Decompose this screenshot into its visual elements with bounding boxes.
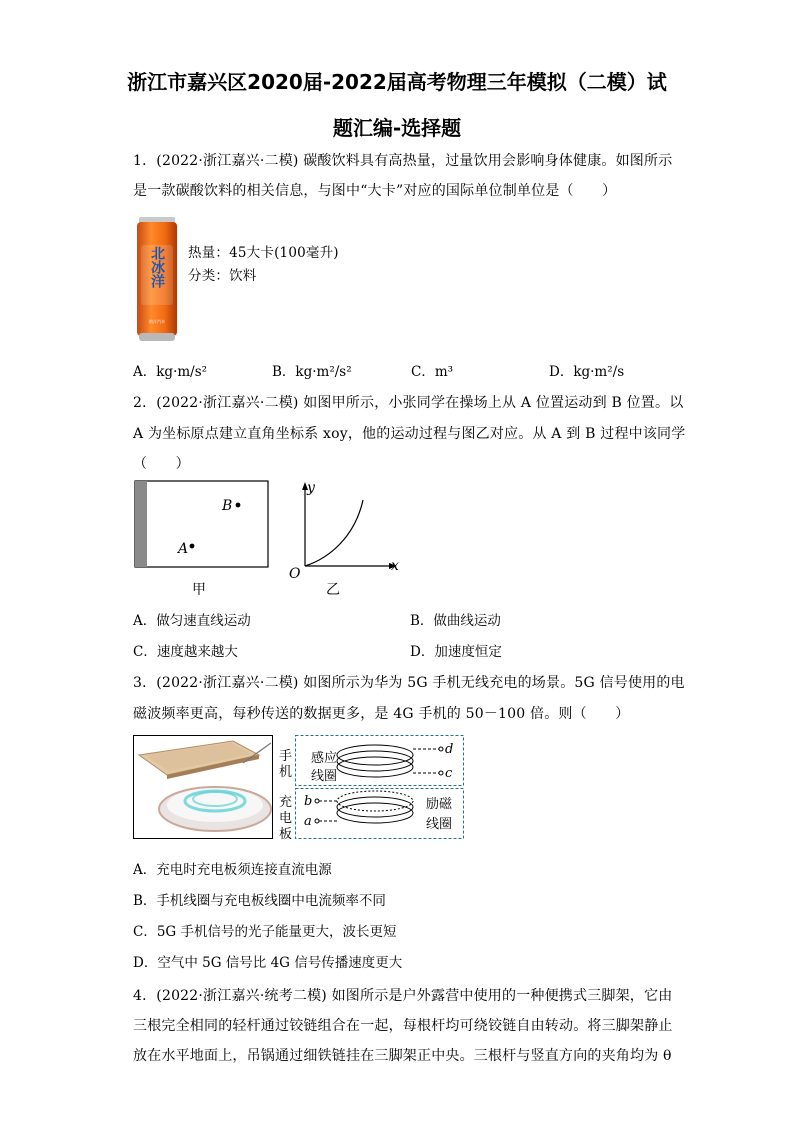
figure-jia-caption: 甲 (192, 582, 206, 598)
q3-option-c[interactable]: C．5G 手机信号的光子能量更大，波长更短 (133, 924, 397, 940)
q4-stem-line-3: 放在水平地面上，吊锅通过细铁链挂在三脚架正中央。三根杆与竖直方向的夹角均为 θ (133, 1048, 672, 1064)
q3-option-b[interactable]: B．手机线圈与充电板线圈中电流频率不同 (133, 893, 386, 909)
q2-stem-line-2: A 为坐标原点建立直角坐标系 xoy，他的运动过程与图乙对应。从 A 到 B 过程中该同学 (133, 426, 686, 442)
phone-label-2: 机 (279, 765, 293, 780)
q2-stem-line-1: 2．(2022·浙江嘉兴·二模) 如图甲所示，小张同学在操场上从 A 位置运动到 B 位置。以 (133, 395, 684, 411)
q3-stem-line-1: 3．(2022·浙江嘉兴·二模) 如图所示为华为 5G 手机无线充电的场景。5G 信号使用的电 (133, 675, 685, 691)
phone-label-1: 手 (279, 749, 293, 764)
coil-diagram (277, 735, 464, 842)
q3-option-d[interactable]: D．空气中 5G 信号比 4G 信号传播速度更大 (133, 955, 403, 971)
q2-option-c[interactable]: C．速度越来越大 (133, 644, 238, 660)
can-brand-text: 北冰洋 (149, 246, 165, 288)
terminal-b: b (304, 794, 313, 809)
excitation-coil-label-2: 线圈 (426, 817, 453, 832)
terminal-a: a (304, 814, 312, 829)
point-b (236, 503, 241, 508)
can-sub-text: 桔汁汽水 (149, 319, 165, 324)
board-label-1: 充 (279, 795, 293, 810)
q4-stem-line-1: 4．(2022·浙江嘉兴·统考二模) 如图所示是户外露营中使用的一种便携式三脚架，它由 (133, 988, 673, 1004)
induction-coil-label-2: 线圈 (311, 769, 338, 784)
q1-option-a[interactable]: A．kg·m/s² (133, 364, 208, 380)
q1-option-d[interactable]: D．kg·m²/s (549, 364, 625, 380)
figure-jia-playground (134, 480, 270, 568)
q4-stem-line-2: 三根完全相同的轻杆通过铰链组合在一起，每根杆均可绕铰链自由转动。将三脚架静止 (133, 1018, 673, 1034)
label-a: A (178, 541, 189, 557)
terminal-c: c (445, 766, 453, 781)
trajectory-curve (305, 500, 363, 566)
figure-yi-graph (285, 476, 405, 580)
origin-label: O (289, 566, 301, 580)
q2-stem-line-3: （ ） (133, 456, 190, 472)
point-a (190, 544, 195, 549)
q3-option-a[interactable]: A．充电时充电板须连接直流电源 (133, 862, 332, 878)
axis-x-label: x (391, 558, 399, 574)
q1-stem-line-2: 是一款碳酸饮料的相关信息，与图中“大卡”对应的国际单位制单位是（ ） (133, 183, 617, 199)
q2-option-a[interactable]: A．做匀速直线运动 (133, 613, 251, 629)
induction-coil-label-1: 感应 (311, 751, 338, 766)
terminal-d: d (445, 742, 454, 757)
q3-stem-line-2: 磁波频率更高，每秒传送的数据更多，是 4G 手机的 50－100 倍。则（ ） (133, 706, 630, 722)
board-label-2: 电 (279, 811, 293, 826)
document-title-line-1: 浙江市嘉兴区2020届-2022届高考物理三年模拟（二模）试 (127, 70, 667, 94)
document-title-line-2: 题汇编-选择题 (332, 116, 462, 140)
q1-info-type: 分类：饮料 (188, 268, 257, 284)
q1-info-heat: 热量：45大卡(100毫升) (188, 245, 339, 261)
axis-y-label: y (307, 480, 315, 496)
q2-option-d[interactable]: D．加速度恒定 (410, 644, 502, 660)
label-b: B (222, 498, 233, 514)
q1-option-b[interactable]: B．kg·m²/s² (272, 364, 352, 380)
q1-stem-line-1: 1．(2022·浙江嘉兴·二模) 碳酸饮料具有高热量，过量饮用会影响身体健康。如图所示 (133, 153, 673, 169)
soda-can-image (133, 215, 181, 343)
excitation-coil-label-1: 励磁 (426, 797, 453, 812)
q1-option-c[interactable]: C．m³ (411, 364, 454, 380)
figure-yi-caption: 乙 (326, 582, 340, 598)
board-label-3: 板 (279, 827, 293, 842)
q2-option-b[interactable]: B．做曲线运动 (410, 613, 501, 629)
wireless-charging-photo (133, 735, 273, 839)
